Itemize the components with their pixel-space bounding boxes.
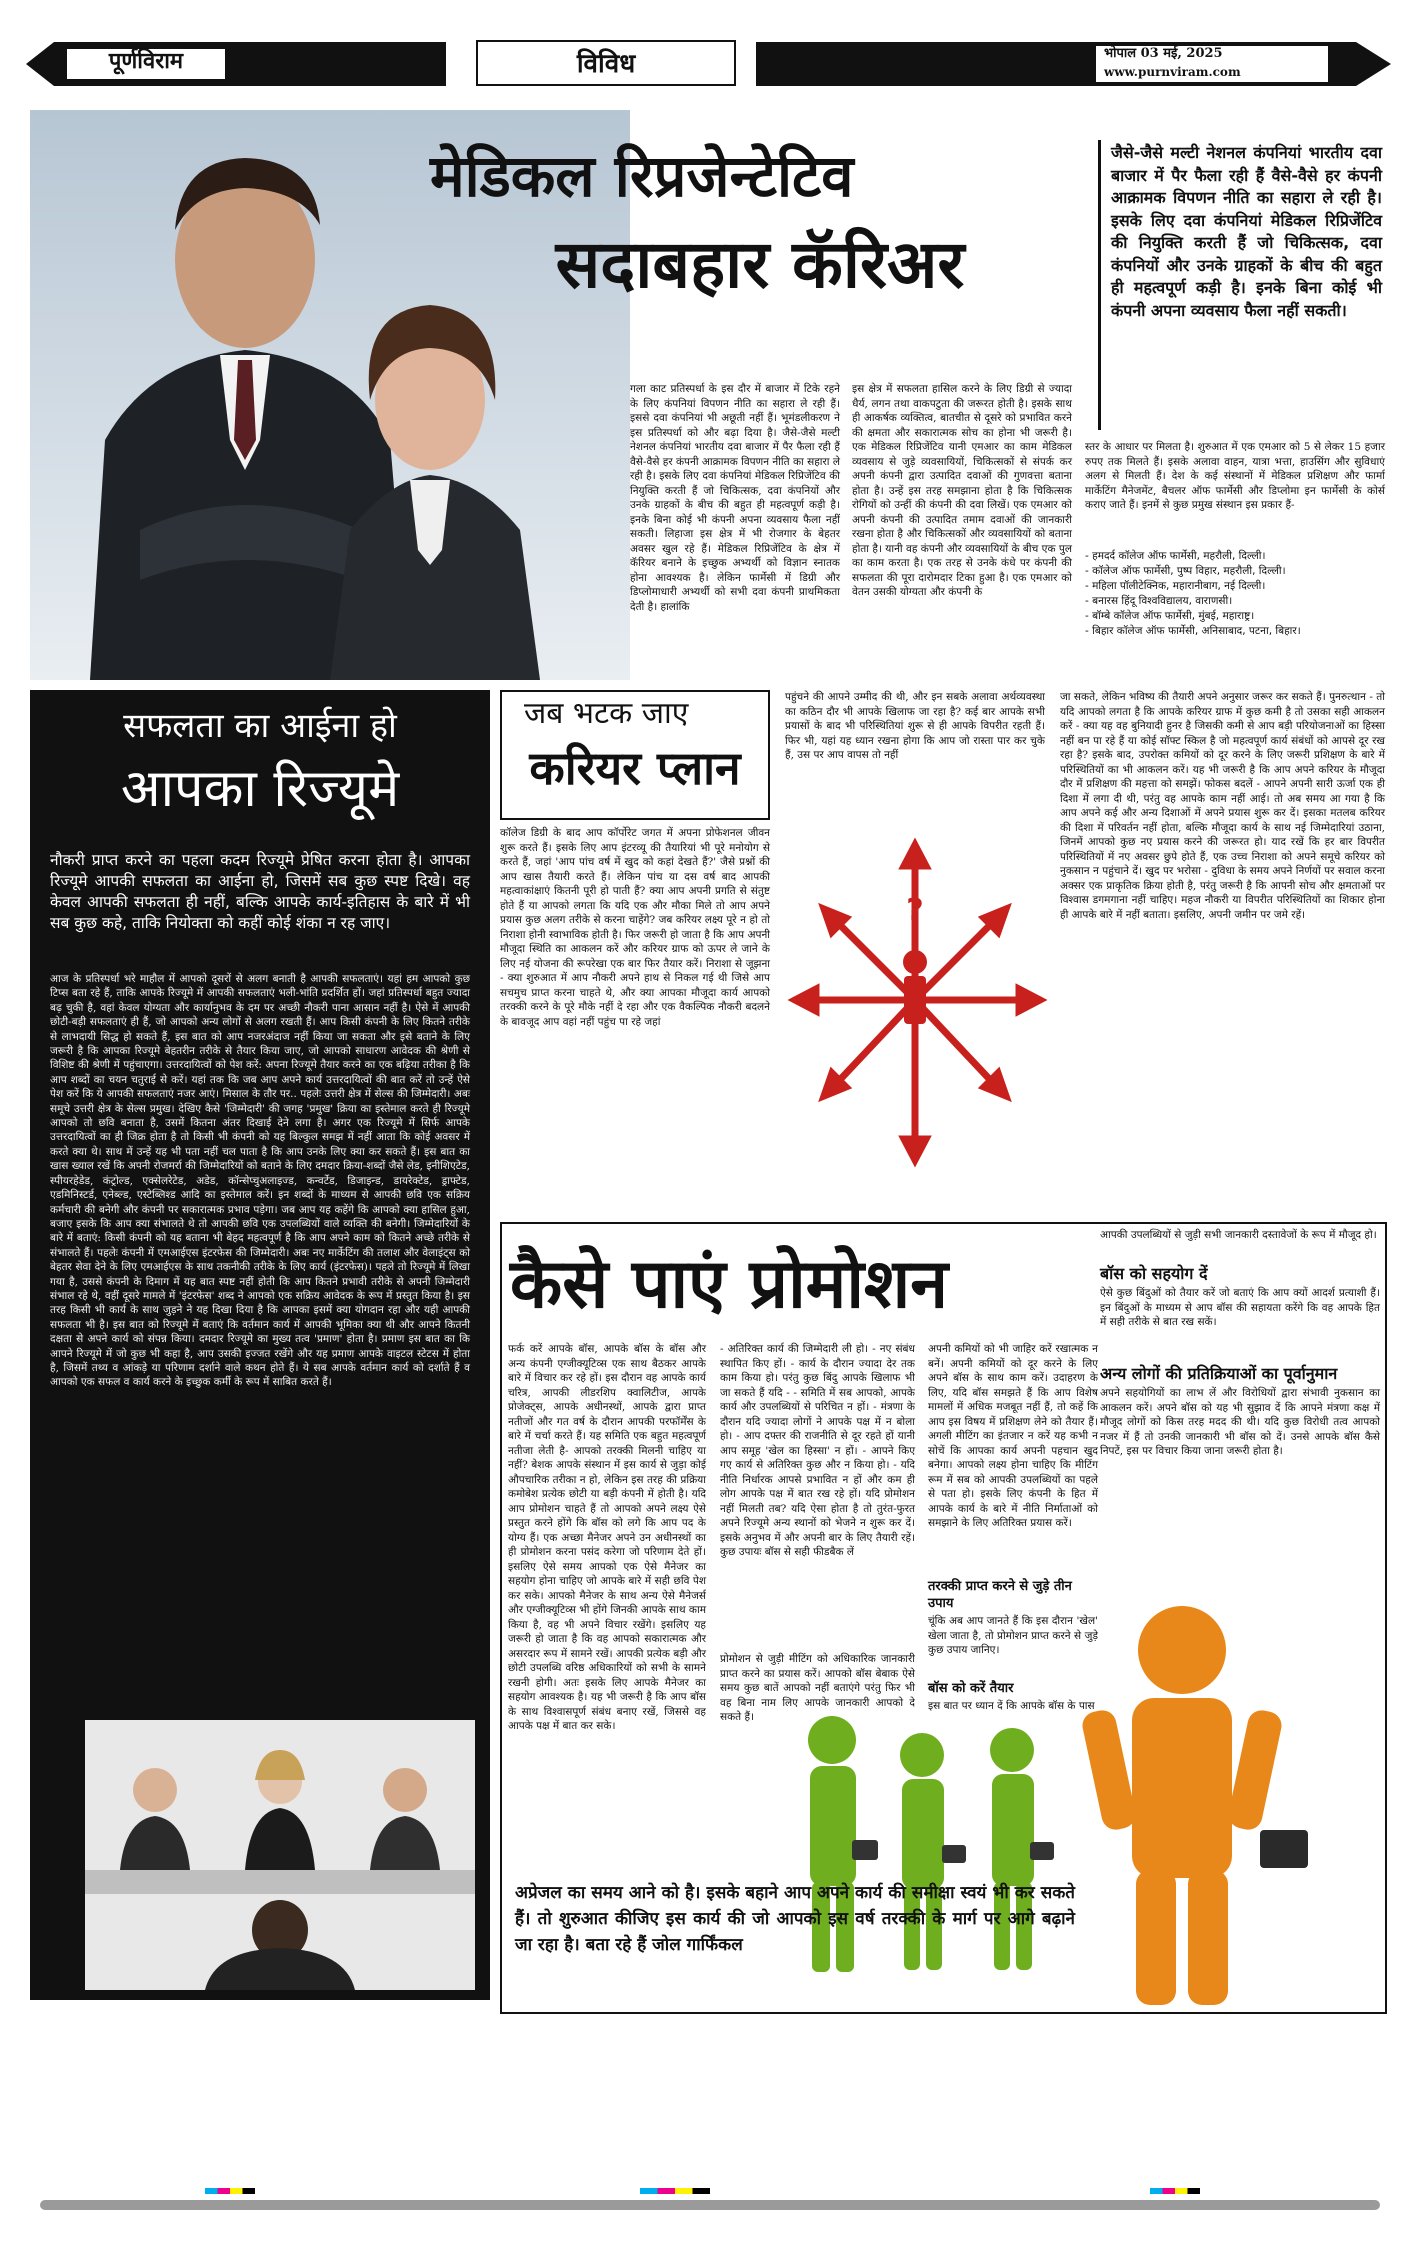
- resume-body: आज के प्रतिस्पर्धा भरे माहौल में आपको दूसरों से अलग बनाती है आपकी सफलताएं। यहां हम आपको कुछ टिप्स बता रहे हैं, ताकि आपके रिज्यूमे में आपकी सफलताएं भली-भांति प्रदर्शित हों। जहां प्रतिस्पर्धा बहुत ज्यादा बढ़ चुकी है, वहां केवल योग्यता और कार्यानुभव के दम पर अच्छी नौकरी पाना आसान नहीं है। ऐसे में आपकी छोटी-बड़ी सफलताएं ही हैं, जो आपको अन्य लोगों से अलग रखती हैं। आप किसी कंपनी के लिए कितने तरीके से लाभदायी सिद्ध हो सकते हैं, इस बात को आप नजरअंदाज नहीं किया जा सकता और इसे बताने के लिए जरूरी है कि आपका रिज्यूमे बेहतरीन तरीके से तैयार किया जाए, जो आपको साधारण आवेदक की श्रेणी से विशिष्ट की श्रेणी में पहुंचाएगा। उत्तरदायित्वों को पेश करें: अपना रिज्यूमे तैयार करने का एक बढ़िया तरीका है कि आप शब्दों का चयन चतुराई से करें। यहां तक कि जब आप अपने कार्य उत्तरदायित्वों की बात करें तो उन्हें ऐसे पेश करें कि ये आपकी सफलताएं नजर आएं। मिसाल के तौर पर.. पहलेः उत्तरी क्षेत्र में सेल्स की जिम्मेदारी। अबः समूचे उत्तरी क्षेत्र के सेल्स प्रमुख। देखिए कैसे 'जिम्मेदारी' की जगह 'प्रमुख' क्रिया का इस्तेमाल करते ही रिज्यूमे आपको तो छवि बनाता है, उसमें कितना अंतर दिखाई देने लगा है। अगर एक रिज्यूमे में सिर्फ आपके उत्तरदायित्वों का ही जिक्र होता है तो किसी भी कंपनी को यह बिल्कुल समझ में नहीं आता कि कोई अवसर में करते क्या थे। साथ में उन्हें यह भी पता नहीं चल पाता है कि आप उनके लिए क्या कर सकते हैं। इस बात का खास ख्याल रखें कि अपनी रोजमर्रा की जिम्मेदारियों को बताने के लिए दमदार क्रिया-शब्दों जैसे लेड, इनीशिएटेड, स्पीयरहेडेड, कंट्रोल्ड, एक्सेलरेटेड, अडेड, कॉन्सेप्चुअलाइज्ड, कन्वर्टेड, डिजाइन्ड, डायरेक्टेड, ड्राफ्टेड, एडमिनिस्टर्ड, एनेब्ल्ड, एस्टेब्लिश्ड आदि का इस्तेमाल करें। इन शब्दों के माध्यम से आपकी छवि एक सक्रिय कर्मचारी की बनेगी और कंपनी पर सकारात्मक प्रभाव पड़ेगा। जब आप यह कहेंगे कि आपको क्या हासिल हुआ, बजाए इसके कि आप क्या संभालते थे तो आपकी छवि एक उपलब्धियों वाले व्यक्ति की बनेगी। जिम्मेदारियों के बारे में बताएं: किसी कंपनी को यह बताना भी बेहद महत्वपूर्ण है कि आप अपने काम को कितने अच्छे तरीके से संभालते हैं। पहलेः कंपनी में एमआईएस इंटरफेस की जिम्मेदारी। अबः नए मार्केटिंग की तलाश और वेलाइंट्स को बेहतर सेवा देने के लिए एमआईएस के साथ तकनीकी तरीके के लिए कार्य (इंटरफेस)। पहले तो रिज्यूमे में लिखा गया है, उससे कंपनी के दिमाग में यह बात स्पष्ट नहीं होती कि आप कितने प्रभावी तरीके से अपनी जिम्मेदारी संभाल रहे थे, वहीं दूसरे मामले में 'इंटरफेस' शब्द ने आपको एक सक्रिय आवेदक के रूप में प्रस्तुत किया है। इस तरह किसी भी कार्य के साथ जुड़ने ने यह दिखा दिया है कि आपका इसमें क्या योगदान रहा और यही आपकी सफलता भी है। इस बात को रिज्यूमे में बताएं कि वर्तमान कार्य में आपकी भूमिका क्या थी और आपने कितनी दक्षता से अपने कार्य को संपन्न किया। दमदार रिज्यूमे का मुख्य तत्व 'प्रमाण' होता है। प्रमाण इस बात का कि आपने रिज्यूमे में जो कुछ भी कहा है, आप उसकी इज्जत रखेंगे और यह प्रमाण आपके वाइटल स्टेटस में होता है, जिसमें तथ्य व आंकड़े या परिणाम दर्शाने वाले कथन होते हैं। ये सब आपके वर्तमान कार्य को दर्शाते हैं व आपको एक सफल व कार्य करने के इच्छुक कर्मी के रूप में साबित करते हैं।: [50, 973, 470, 1389]
- institute-item: - कॉलेज ऑफ फार्मेसी, पुष्प विहार, महरौली, दिल्ली।: [1085, 565, 1286, 577]
- medical-rep-col2: इस क्षेत्र में सफलता हासिल करने के लिए डिग्री से ज्यादा धैर्य, लगन तथा वाकपटुता की जरूरत होती है। इसके साथ ही आकर्षक व्यक्तित्व, बातचीत से दूसरे को प्रभावित करने की क्षमता और सकारात्मक सोच का होना भी जरूरी है। एक मेडिकल रिप्रिजेंटिव यानी एमआर का काम मेडिकल व्यवसाय से जुड़े व्यवसायियों, चिकित्सकों से संपर्क कर अपनी कंपनी द्वारा उत्पादित दवाओं की गुणवत्ता बताना होता है। उन्हें इस तरह समझाना होता है कि चिकित्सक रोगियों को उन्हीं की कंपनी की दवा लिखें। एक एमआर को अपनी कंपनी की उत्पादित तमाम दवाओं की जानकारी रखना होता है और चिकित्सकों और व्यवसायियों को बताना होता है। यानी वह कंपनी और व्यवसायियों के बीच एक पुल का काम करता है। एक तरह से उनके कंधे पर कंपनी की सफलता की पूरा दारोमदार टिका हुआ है। एक एमआर को वेतन उसकी योग्यता और कंपनी के: [852, 383, 1072, 598]
- website-link[interactable]: www.purnviram.com: [1104, 65, 1241, 79]
- institute-list: [1085, 549, 1385, 639]
- footer-register-mark-left: [205, 2188, 255, 2194]
- career-plan-title-line2: करियर प्लान: [529, 741, 741, 795]
- promotion-col2: - अतिरिक्त कार्य की जिम्मेदारी ली हो। - नए संबंध स्थापित किए हों। - कार्य के दौरान ज्यादा देर तक काम किया हो। परंतु कुछ बिंदु आपके खिलाफ भी जा सकते हैं यदि - - समिति में सब आपको, आपके कार्य और उपलब्धियों से परिचित न हों। - मंत्रणा के दौरान यदि ज्यादा लोगों ने आपके पक्ष में न बोला हो। - आप दफ्तर की राजनीति से दूर रहते हों यानी आप समूह 'खेल का हिस्सा' न हों। - आपने किए गए कार्य से अतिरिक्त कुछ और न किया हो। - यदि नीति निर्धारक आपसे प्रभावित न हों और कम ही लोग आपके पक्ष में बात रख रहे हों। यदि प्रोमोशन नहीं मिलती तब? यदि ऐसा होता है तो तुरंत-फुरत अपने रिज्यूमे अन्य स्थानों को भेजने न शुरू कर दें। इसके अनुभव में और अपनी बार के लिए तैयारी रहें। कुछ उपायः बॉस से सही फीडबैक लें प्रोमोशन से जुड़ी मीटिंग को अधिकारिक जानकारी प्राप्त करने का प्रयास करें। आपको बॉस बेबाक ऐसे समय कुछ बातें आपको नहीं बताएंगे परंतु फिर भी वह बिना नाम लिए आपके जानकारी आपको दे सकते हैं।: [720, 1343, 915, 1723]
- career-arrows-illustration: [780, 800, 1050, 1210]
- promotion-sahyog-head: बॉस को सहयोग दें: [1100, 1264, 1208, 1283]
- institute-item: - बनारस हिंदू विश्वविद्यालय, वाराणसी।: [1085, 595, 1233, 607]
- medical-rep-title: [430, 135, 1090, 335]
- promotion-boss-head: बॉस को करें तैयार: [928, 1681, 1014, 1696]
- resume-title-line2: आपका रिज्यूमे: [120, 759, 400, 819]
- footer-bar: [40, 2200, 1380, 2210]
- promotion-pratikriya-head: अन्य लोगों की प्रतिक्रियाओं का पूर्वानुमान: [1100, 1364, 1338, 1383]
- svg-text:?: ?: [906, 893, 924, 928]
- career-plan-col3: जा सकते, लेकिन भविष्य की तैयारी अपने अनुसार जरूर कर सकते हैं। पुनरुत्थान - तो यदि आपको लगता है कि आपके करियर ग्राफ में कुछ कमी है तो उसका सही आकलन करें - क्या यह वह बुनियादी हुनर है जिसकी कमी से आप बड़ी परियोजनाओं का हिस्सा नहीं बन पा रहे हैं या कोई सॉफ्ट स्किल है जो महत्वपूर्ण कार्य संबंधों को आपसे दूर रख रहा है? इसके बाद, उपरोक्त कमियों को दूर करने के लिए जरूरी प्रशिक्षण के बारे में परिस्थितियों का भी आकलन करें। यह भी जरूरी है कि आप अपने करियर के मौजूदा दौर में प्रशिक्षण की महत्ता को समझें। फोकस बदलें - आपने अपनी सारी ऊर्जा एक ही दिशा में लगा दी थी, परंतु वह आपके काम नहीं आई। तो अब समय आ गया है कि आप अपने कई और अन्य दिशाओं में अपने प्रयास शुरू कर दें। इसका मतलब करियर की दिशा में परिवर्तन नहीं होता, बल्कि मौजूदा कार्य के साथ नई जिम्मेदारियां उठाना, जिनमें आपको कुछ नए प्रयास करने की जरूरत हो। याद रखें कि हर बार विपरीत परिस्थितियों में नए अवसर छुपे होते हैं, एक उच्च निराशा को अपने समूचे करियर को नुकसान न पहुंचाने दें। खुद पर भरोसा - दुविधा के समय अपने निर्णयों पर सवाल करना अक्सर एक प्राकृतिक क्रिया होती है, परंतु जरूरी है कि आपनी सोच और क्षमताओं पर विश्वास डगमगाना नहीं चाहिए। महज नौकरी या विपरीत परिस्थितियों का शिकार होना ही आपके बारे में नहीं बताता। इसलिए, अपनी जमीन पर जमे रहें।: [1060, 691, 1385, 921]
- section-label: विविध: [576, 49, 636, 79]
- page-number: 6: [1341, 46, 1361, 79]
- career-plan-title-line1: जब भटक जाए: [524, 696, 689, 731]
- career-plan-title-box: [500, 690, 770, 820]
- medical-rep-highlight: जैसे-जैसे मल्टी नेशनल कंपनियां भारतीय दवा बाजार में पैर फैला रही हैं वैसे-वैसे हर कंपनी आक्रामक विपणन नीति का सहारा ले रही है। इसके लिए दवा कंपनियां मेडिकल रिप्रिजेंटिव की नियुक्ति करती हैं जो चिकित्सक, दवा कंपनियों और उनके ग्राहकों के बीच की बहुत ही महत्वपूर्ण कड़ी है। इनके बिना कोई भी कंपनी अपना व्यवसाय फैला नहीं सकती।: [1098, 140, 1388, 430]
- institute-item: - बिहार कॉलेज ऑफ फार्मेसी, अनिसाबाद, पटना, बिहार।: [1085, 625, 1301, 637]
- issue-date: भोपाल 03 मई, 2025: [1104, 46, 1223, 61]
- promotion-right-top: आपकी उपलब्धियों से जुड़ी सभी जानकारी दस्तावेजों के रूप में मौजूद हो। बॉस को सहयोग दें ऐसे कुछ बिंदुओं को तैयार करें जो बताएं कि आप क्यों आदर्श प्रत्याशी हैं। इन बिंदुओं के माध्यम से आप बॉस की सहायता करेंगे कि वह आपके हित में सही तरीके से बात रख सकें। अन्य लोगों की प्रतिक्रियाओं का पूर्वानुमान अपने सहयोगियों का लाभ लें और विरोधियों द्वारा संभावी नुकसान का आकलन करें। अपने बॉस को यह भी सुझाव दें कि आपने मंत्रणा कक्ष में मौजूद लोगों को किस तरह मदद की थी। यदि कुछ विरोधी तत्व आपको नजर में हैं तो उनकी जानकारी भी बॉस को दें। उनसे आपके बॉस कैसे निपटें, इस पर विचार किया जाना जरूरी होता है।: [1100, 1229, 1380, 1457]
- promotion-title: कैसे पाएं प्रोमोशन: [510, 1245, 948, 1324]
- medical-rep-col1: गला काट प्रतिस्पर्धा के इस दौर में बाजार में टिके रहने के लिए कंपनियां विपणन नीति का सहारा ले रही हैं। इससे दवा कंपनियां भी अछूती नहीं हैं। भूमंडलीकरण ने इस प्रतिस्पर्धा को और बढ़ा दिया है। जैसे-जैसे मल्टी नेशनल कंपनियां भारतीय दवा बाजार में पैर फैला रही हैं वैसे-वैसे हर कंपनी आक्रामक विपणन नीति का सहारा ले रही है। इसके लिए दवा कंपनियां मेडिकल रिप्रिजेंटिव की नियुक्ति करती हैं जो चिकित्सक, दवा कंपनियों और उनके ग्राहकों के बीच की बहुत ही महत्वपूर्ण कड़ी है। इनके बिना कोई भी कंपनी अपना व्यवसाय फैला नहीं सकती। लिहाजा इस क्षेत्र में भी रोजगार के बेहतर अवसर खुल रहे हैं। मेडिकल रिप्रिजेंटिव के क्षेत्र में कॅरियर बनाने के इच्छुक अभ्यर्थी को विज्ञान स्नातक होना आवश्यक है। लेकिन फार्मेसी में डिग्री और डिप्लोमाधारी अभ्यर्थी को सभी दवा कंपनी प्राथमिकता देती है। हालांकि: [630, 383, 840, 613]
- resume-title: [30, 700, 490, 840]
- footer-register-mark-right: [1150, 2188, 1200, 2194]
- interview-photo: [85, 1720, 475, 1990]
- footer-register-mark-center: [640, 2188, 710, 2194]
- career-plan-col2: पहुंचने की आपने उम्मीद की थी, और इन सबके अलावा अर्थव्यवस्था का कठिन दौर भी आपके खिलाफ जा रहा है? कई बार आपके सभी प्रयासों के बाद भी परिस्थितियां शुरू से ही आपके विपरीत रहती हैं। फिर भी, यहां यह ध्यान रखना होगा कि आप जो रास्ता पार कर चुके हैं, उस पर आप वापस तो नहीं: [785, 691, 1045, 761]
- institute-item: - बॉम्बे कॉलेज ऑफ फार्मेसी, मुंबई, महाराष्ट्र।: [1085, 610, 1255, 622]
- promotion-caption: अप्रेजल का समय आने को है। इसके बहाने आप अपने कार्य की समीक्षा स्वयं भी कर सकते हैं। तो शुरुआत कीजिए इस कार्य की जो आपको इस वर्ष तरक्की के मार्ग पर आगे बढ़ाने जा रहा है। बता रहे हैं जोल गार्फिंकल: [515, 1883, 1075, 1955]
- medical-rep-title-line1: मेडिकल रिप्रजेन्टेटिव: [430, 142, 854, 210]
- brand-logo[interactable]: पूर्णविराम: [108, 48, 184, 74]
- medical-rep-col3: स्तर के आधार पर मिलता है। शुरुआत में एक एमआर को 5 से लेकर 15 हजार रुपए तक मिलते हैं। इसके अलावा वाहन, यात्रा भत्ता, हाउसिंग और सुविधाएं अलग से मिलती हैं। देश के कई संस्थानों में मेडिकल प्रशिक्षण और फार्मा मार्केटिंग मैनेजमेंट, बैचलर ऑफ फार्मेसी और डिप्लोमा इन फार्मेसी के कोर्स कराए जाते हैं। इनमें से कुछ प्रमुख संस्थान इस प्रकार हैं- - हमदर्द कॉलेज ऑफ फार्मेसी, महरौली, दिल्ली। - कॉलेज ऑफ फार्मेसी, पुष्प विहार, महरौली, दिल्ली। - महिला पॉलीटेक्निक, महारानीबाग, नई दिल्ली। - बनारस हिंदू विश्वविद्यालय, वाराणसी। - बॉम्बे कॉलेज ऑफ फार्मेसी, मुंबई, महाराष्ट्र। - बिहार कॉलेज ऑफ फार्मेसी, अनिसाबाद, पटना, बिहार।: [1085, 441, 1385, 637]
- promotion-col3: अपनी कमियों को भी जाहिर करें रखात्मक न बनें। अपनी कमियों को दूर करने के लिए अपने बॉस के साथ काम करें। उदाहरण के लिए, यदि बॉस समझते हैं कि आप विशेष मामलों में अधिक मजबूत नहीं हैं, तो कहें कि आप इस विषय में प्रशिक्षण लेने को तैयार हैं। अगली मीटिंग का इंतजार न करें यह कभी न सोचें कि आपका कार्य अपनी पहचान खुद बनेगा। आपको लक्ष्य होना चाहिए कि मीटिंग रूम में सब को आपकी उपलब्धियों का पहले से पता हो। इसके लिए कंपनी के हित में आपके कार्य के बारे में नीति निर्माताओं को समझाने के लिए अतिरिक्त प्रयास करें। तरक्की प्राप्त करने से जुड़े तीन उपाय चूंकि अब आप जानते हैं कि इस दौरान 'खेल' खेला जाता है, तो प्रोमोशन प्राप्त करने से जुड़े कुछ उपाय जानिए। बॉस को करें तैयार इस बात पर ध्यान दें कि आपके बॉस के पास: [928, 1343, 1098, 1712]
- institute-item: - महिला पॉलीटेक्निक, महारानीबाग, नई दिल्ली।: [1085, 580, 1266, 592]
- career-plan-col1: कॉलेज डिग्री के बाद आप कॉर्पोरेट जगत में अपना प्रोफेशनल जीवन शुरू करते हैं। इसके लिए आप इंटरव्यू की तैयारियां भी पूरे मनोयोग से करते हैं, जहां 'आप पांच वर्ष में खुद को कहां देखते हैं?' जैसे प्रश्नों की आप खास तैयारी करते हैं। लेकिन पांच या दस वर्ष बाद आपकी महत्वाकांक्षाएं कितनी पूरी हो पाती हैं? क्या आप अपनी प्रगति से संतुष्ट होते हैं या आपको लगता कि यदि एक और मौका मिले तो आप अपने प्रयास कुछ अलग तरीके से करना चाहेंगे? जब करियर लक्ष्य पूरे न हो तो निराशा होनी स्वाभाविक होती है। फिर जरूरी हो जाता है कि आप अपनी मौजूदा स्थिति का आकलन करें और करियर ग्राफ को ऊपर ले जाने के लिए नई योजना की रूपरेखा एक बार फिर तैयार करें। निराशा से जूझना - क्या शुरुआत में आप नौकरी अपने हाथ से निकल गई थी जिसे आप सचमुच प्राप्त करना चाहते थे, और क्या आपका मौजूदा कार्य आपको तरक्की करने के पूरे मौके नहीं दे रहा और एक वैकल्पिक नौकरी बदलने के बावजूद आप वहां नहीं पहुंच पा रहे जहां: [500, 827, 770, 1028]
- resume-title-line1: सफलता का आईना हो: [123, 706, 397, 746]
- masthead: [26, 38, 1391, 98]
- promotion-tips-head: तरक्की प्राप्त करने से जुड़े तीन उपाय: [928, 1579, 1072, 1611]
- resume-lead: नौकरी प्राप्त करने का पहला कदम रिज्यूमे प्रेषित करना होता है। आपका रिज्यूमे आपकी सफलता का आईना हो, जिसमें सब कुछ स्पष्ट दिखे। वह केवल आपकी सफलता ही नहीं, बल्कि आपके कार्य-इतिहास के बारे में भी सब कुछ कहे, ताकि नियोक्ता को कहीं कोई शंका न रह जाए।: [50, 851, 470, 932]
- institute-item: - हमदर्द कॉलेज ऑफ फार्मेसी, महरौली, दिल्ली।: [1085, 550, 1266, 562]
- promotion-col1: फर्क करें आपके बॉस, आपके बॉस के बॉस और अन्य कंपनी एग्जीक्यूटिव्स एक साथ बैठकर आपके बारे में विचार कर रहे हों। इस दौरान वह आपके कार्य चरित्र, आपकी लीडरशिप क्वालिटीज, आपके प्रोजेक्ट्स, आपके अधीनस्थों, आपके द्वारा प्राप्त नतीजों और गत वर्ष के दौरान आपकी परफॉर्मेंस के बारे में चर्चा करते हैं। यह समिति एक बहुत महत्वपूर्ण नतीजा लेती है- आपको तरक्की मिलनी चाहिए या नहीं? बेशक आपके संस्थान में इस कार्य से जुड़ा कोई औपचारिक तरीका न हो, लेकिन इस तरह की प्रक्रिया कमोबेश प्रत्येक छोटी या बड़ी कंपनी में होती है। यदि आप प्रोमोशन चाहते हैं तो आपको अपने लक्ष्य ऐसे प्रस्तुत करने होंगे कि बॉस को लगे कि आप पद के योग्य हैं। एक अच्छा मैनेजर अपने उन अधीनस्थों का ही प्रोमोशन करना पसंद करेगा जो परिणाम देते हों। इसलिए ऐसे समय आपको एक ऐसे मैनेजर का सहयोग होना चाहिए जो आपके बारे में सही छवि पेश कर सके। आपको मैनेजर के साथ अन्य ऐसे मैनेजर्स और एग्जीक्यूटिव्स भी होंगे जिनकी आपके साथ काम किया है, वह भी अपने विचार रखेंगे। इसलिए यह जरूरी हो जाता है कि वह आपको सकारात्मक और असरदार रूप में सामने रखें। आपकी प्रत्येक बड़ी और छोटी उपलब्धि वरिष्ठ अधिकारियों को सभी के सामने रखनी होगी। अतः इसके लिए आपके मैनेजर का सहयोग आवश्यक है। यह भी जरूरी है कि आप बॉस के साथ विश्वासपूर्ण संबंध बनाए रखें, जिससे वह आपके पक्ष में बात कर सके।: [508, 1343, 706, 1732]
- medical-rep-title-line2: सदाबहार कॅरिअर: [555, 226, 965, 303]
